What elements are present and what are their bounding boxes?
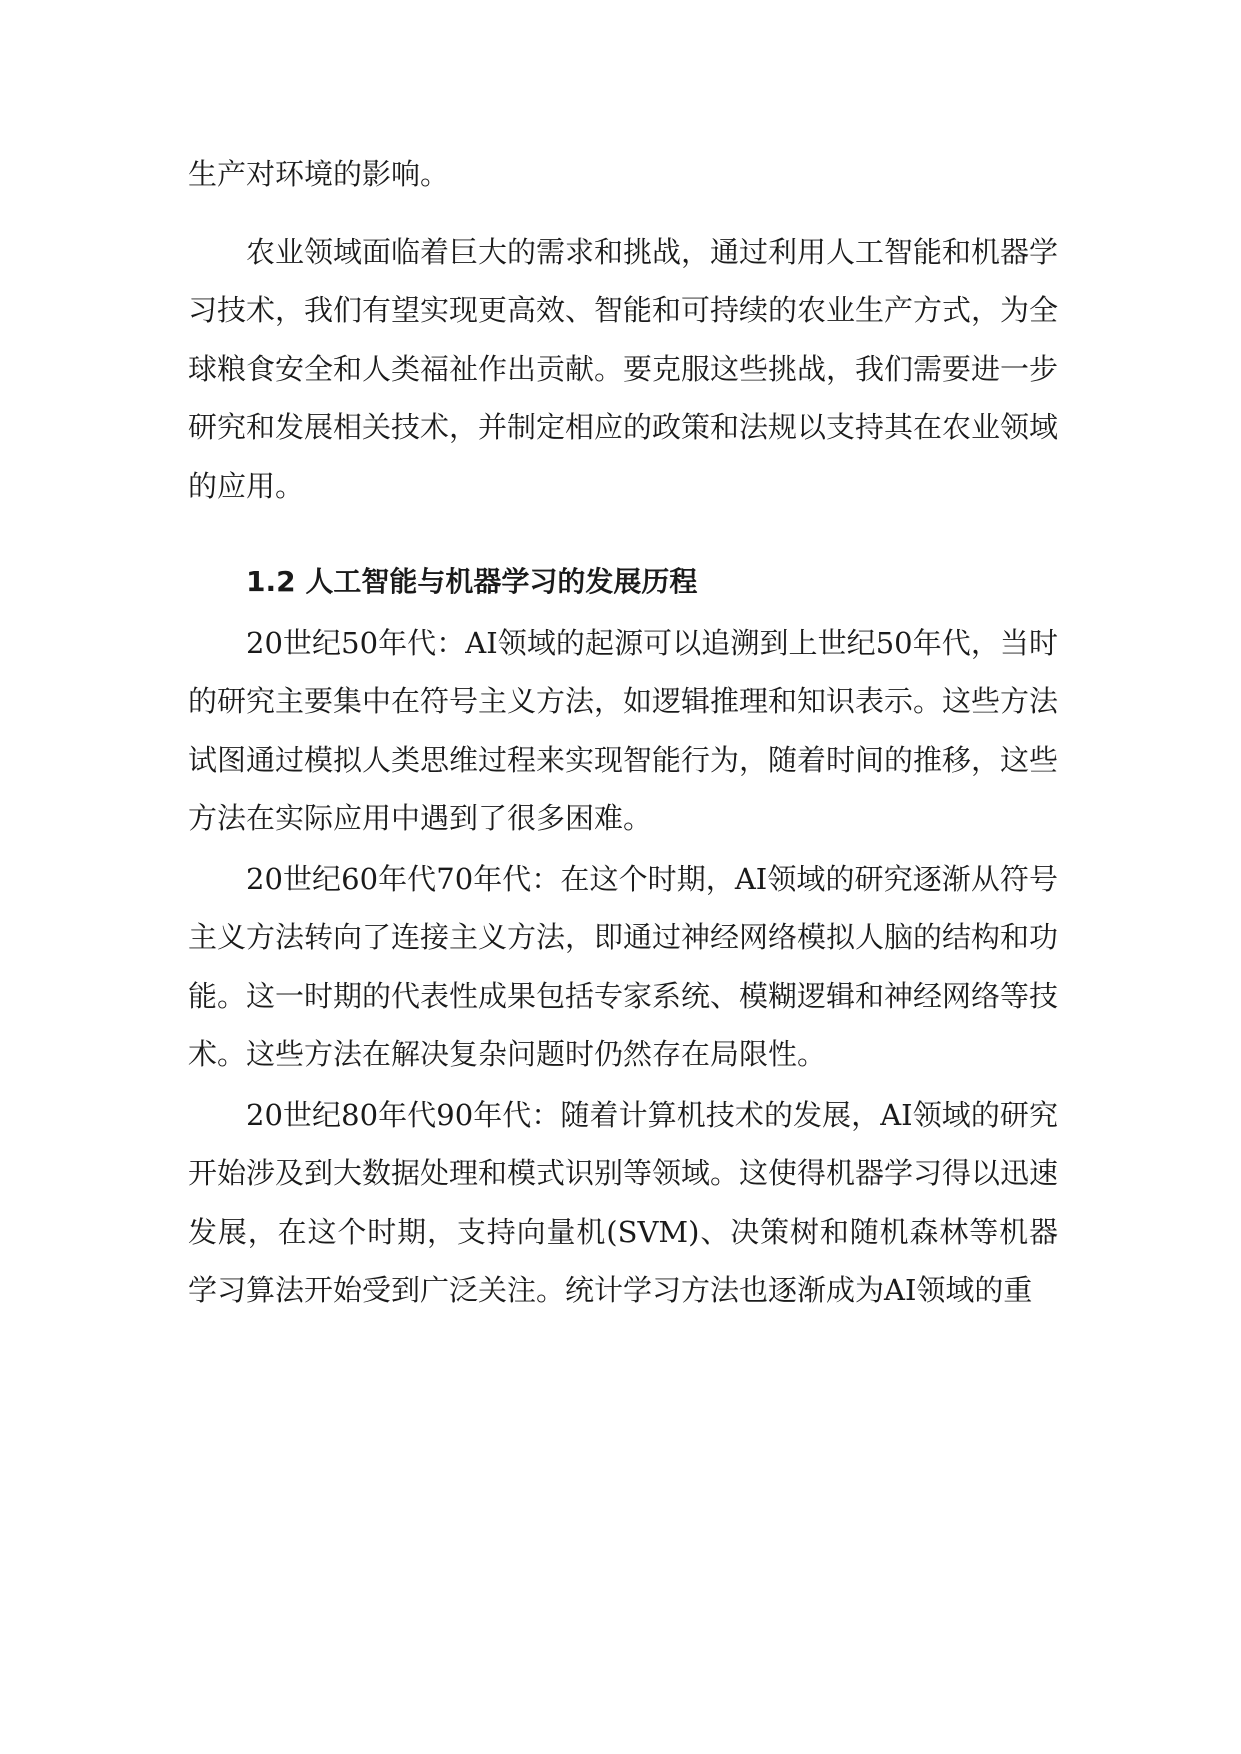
document-body (188, 145, 1058, 1320)
paragraph-1960s-1970s: 20世纪60年代70年代：在这个时期，AI领域的研究逐渐从符号主义方法转向了连接主义方法，即通过神经网络模拟人脑的结构和功能。这一时期的代表性成果包括专家系统、模糊逻辑和神经网络等技术。这些方法在解决复杂问题时仍然存在局限性。 (188, 861, 1059, 1071)
paragraph-agriculture-challenges: 农业领域面临着巨大的需求和挑战，通过利用人工智能和机器学习技术，我们有望实现更高效、智能和可持续的农业生产方式，为全球粮食安全和人类福祉作出贡献。要克服这些挑战，我们需要进一步研究和发展相关技术，并制定相应的政策和法规以支持其在农业领域的应用。 (188, 234, 1059, 503)
paragraph-continuation: 生产对环境的影响。 (188, 157, 450, 191)
section-heading: 1.2 人工智能与机器学习的发展历程 (246, 565, 698, 598)
paragraph-1950s: 20世纪50年代：AI领域的起源可以追溯到上世纪50年代，当时的研究主要集中在符号主义方法，如逻辑推理和知识表示。这些方法试图通过模拟人类思维过程来实现智能行为，随着时间的推移，这些方法在实际应用中遇到了很多困难。 (188, 625, 1059, 835)
paragraph-1980s-1990s: 20世纪80年代90年代：随着计算机技术的发展，AI领域的研究开始涉及到大数据处理和模式识别等领域。这使得机器学习得以迅速发展，在这个时期，支持向量机(SVM)、决策树和随机森林等机器学习算法开始受到广泛关注。统计学习方法也逐渐成为AI领域的重 (188, 1097, 1059, 1307)
